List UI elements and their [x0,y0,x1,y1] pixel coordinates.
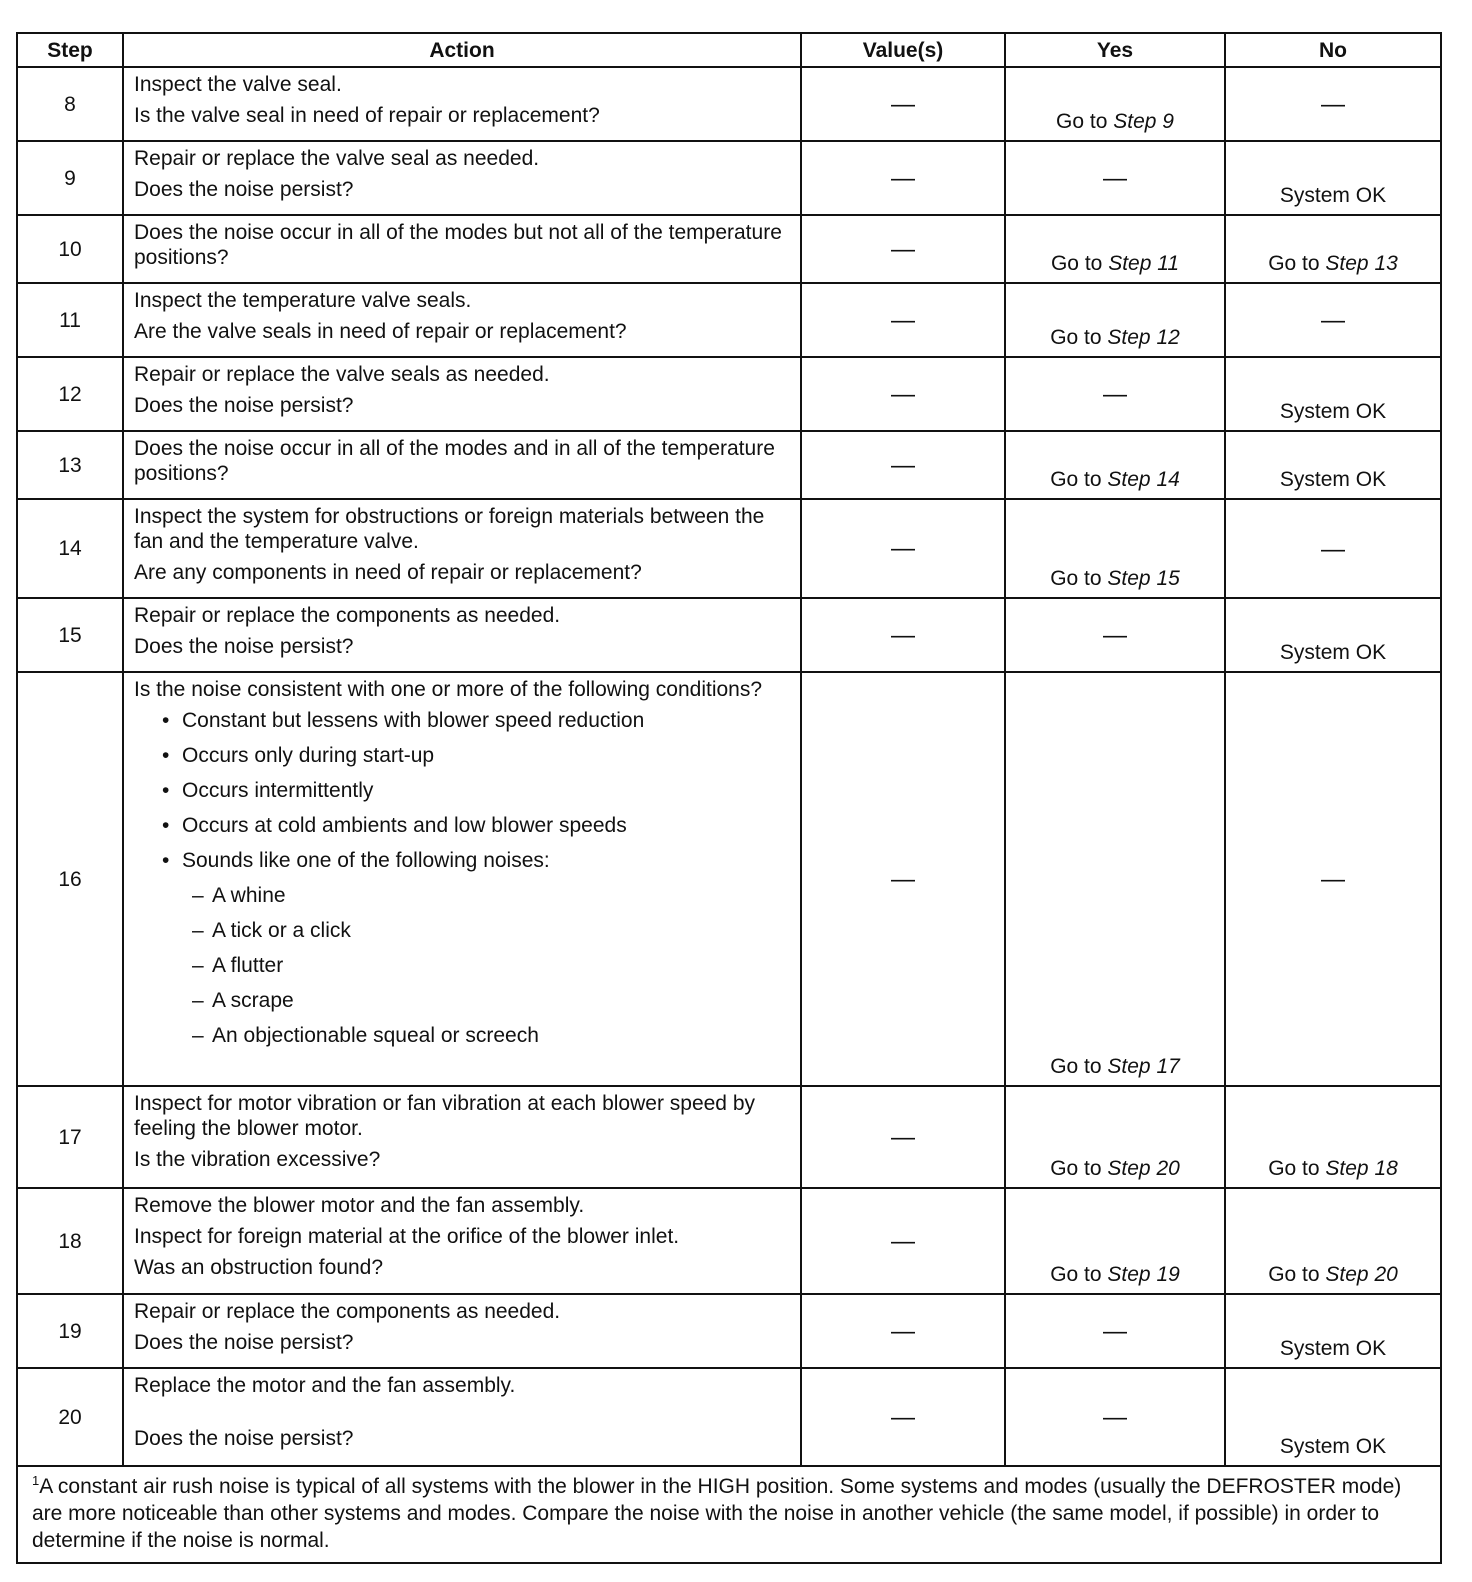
step-number: 8 [17,67,123,141]
yes-result-text: Go to [1050,468,1102,491]
no-result-cell [1225,598,1441,672]
header-values: Value(s) [801,33,1005,67]
table-row [17,67,1441,141]
no-goto-step-link[interactable]: Step 18 [1325,1157,1398,1180]
header-row [17,33,1441,67]
no-result-text: System OK [1279,400,1387,423]
yes-goto-step-link[interactable]: Step 14 [1107,468,1180,491]
action-cell [123,499,801,598]
table-body [17,67,1441,1466]
action-cell [123,1086,801,1188]
yes-result-cell [1005,499,1225,598]
table-row [17,1368,1441,1466]
table-row [17,672,1441,1086]
yes-result-cell [1005,672,1225,1086]
no-result-cell [1225,499,1441,598]
yes-result-text: — [1103,165,1127,192]
yes-goto-step-link[interactable]: Step 11 [1108,252,1180,275]
noise-type-list [134,883,792,1048]
yes-result-cell [1005,598,1225,672]
yes-result-cell [1005,1086,1225,1188]
action-text: Was an obstruction found? [134,1256,384,1279]
value-cell: — [801,499,1005,598]
action-cell [123,431,801,499]
no-result-cell [1225,67,1441,141]
yes-result-cell [1005,1368,1225,1466]
yes-result-text: Go to [1050,567,1102,590]
no-goto-step-link[interactable]: Step 13 [1325,252,1398,275]
condition-list [134,708,792,873]
action-cell [123,215,801,283]
value-cell: — [801,1188,1005,1294]
table-row [17,1294,1441,1368]
table-row [17,1188,1441,1294]
noise-type-item: – A scrape [134,988,792,1013]
condition-item: • Sounds like one of the following noises: [134,848,792,873]
action-text: Repair or replace the components as needed. [134,604,561,627]
condition-item: • Occurs only during start-up [134,743,792,768]
no-result-cell [1225,672,1441,1086]
yes-result-text: Go to [1056,110,1108,133]
table-row [17,431,1441,499]
action-text: Does the noise occur in all of the modes and in all of the temperature positions? [134,437,775,485]
no-result-cell [1225,215,1441,283]
no-result-cell [1225,141,1441,215]
no-result-cell [1225,1368,1441,1466]
action-text: Is the vibration excessive? [134,1148,381,1171]
footnote [17,1466,1441,1563]
yes-result-text: — [1103,1318,1127,1345]
step-number: 12 [17,357,123,431]
no-result-cell [1225,1188,1441,1294]
yes-result-cell [1005,1294,1225,1368]
value-cell: — [801,283,1005,357]
action-text: Does the noise persist? [134,394,354,417]
yes-goto-step-link[interactable]: Step 9 [1113,110,1174,133]
table-row [17,499,1441,598]
step-number: 18 [17,1188,123,1294]
action-cell [123,598,801,672]
table-row [17,215,1441,283]
table-row [17,598,1441,672]
yes-result-cell [1005,357,1225,431]
no-goto-step-link[interactable]: Step 20 [1325,1263,1398,1286]
value-cell: — [801,67,1005,141]
step-number: 13 [17,431,123,499]
no-result-text: — [1321,866,1345,893]
action-cell [123,672,801,1086]
no-result-cell [1225,357,1441,431]
action-cell [123,141,801,215]
diagnostic-table-page [16,32,1440,1564]
yes-result-text: — [1103,622,1127,649]
action-text: Does the noise persist? [134,1427,354,1450]
action-text: Inspect the valve seal. [134,73,342,96]
table-row [17,283,1441,357]
yes-result-text: Go to [1050,1055,1102,1078]
header-action: Action [123,33,801,67]
step-number: 11 [17,283,123,357]
yes-result-cell [1005,141,1225,215]
step-number: 17 [17,1086,123,1188]
action-question: Is the noise consistent with one or more of the following conditions? [134,678,763,701]
step-number: 14 [17,499,123,598]
action-text: Repair or replace the valve seal as needed. [134,147,540,170]
action-cell [123,357,801,431]
yes-goto-step-link[interactable]: Step 12 [1107,326,1180,349]
action-text: Are any components in need of repair or replacement? [134,561,642,584]
header-no: No [1225,33,1441,67]
action-text: Remove the blower motor and the fan assembly. [134,1194,585,1217]
action-text: Does the noise occur in all of the modes but not all of the temperature positions? [134,221,782,269]
no-result-text: System OK [1279,1337,1387,1360]
footnote-text: A constant air rush noise is typical of all systems with the blower in the HIGH position. Some systems and modes (usually the DEFROSTER mode) are more noticeable than other systems and modes. Compare the noise with the noise in another vehicle (the same model, if possible) in order to determine if the noise is normal. [32,1475,1402,1552]
noise-type-item: – A flutter [134,953,792,978]
diagnostic-table [16,32,1442,1564]
no-result-cell [1225,1294,1441,1368]
yes-result-text: Go to [1050,326,1102,349]
step-number: 10 [17,215,123,283]
yes-result-cell [1005,1188,1225,1294]
no-result-text: System OK [1279,468,1387,491]
yes-result-text: — [1103,1404,1127,1431]
header-step: Step [17,33,123,67]
value-cell: — [801,431,1005,499]
yes-result-text: — [1103,381,1127,408]
condition-item: • Constant but lessens with blower speed reduction [134,708,792,733]
no-result-text: — [1321,307,1345,334]
table-row [17,1086,1441,1188]
header-yes: Yes [1005,33,1225,67]
noise-type-item: – A whine [134,883,792,908]
action-text: Inspect the system for obstructions or foreign materials between the fan and the temperature valve. [134,505,765,553]
yes-result-cell [1005,215,1225,283]
yes-result-text: Go to [1050,1157,1102,1180]
no-result-cell [1225,1086,1441,1188]
action-text: Replace the motor and the fan assembly. [134,1374,516,1397]
yes-result-cell [1005,283,1225,357]
action-text: Inspect for motor vibration or fan vibration at each blower speed by feeling the blower motor. [134,1092,755,1140]
yes-result-text: Go to [1050,1263,1102,1286]
value-cell: — [801,672,1005,1086]
step-number: 9 [17,141,123,215]
condition-item: • Occurs intermittently [134,778,792,803]
table-row [17,357,1441,431]
no-result-text: Go to [1268,1157,1320,1180]
action-cell [123,283,801,357]
no-result-text: — [1321,535,1345,563]
value-cell: — [801,141,1005,215]
yes-goto-step-link[interactable]: Step 19 [1107,1263,1180,1286]
step-number: 16 [17,672,123,1086]
no-result-text: Go to [1268,1263,1320,1286]
no-result-text: System OK [1279,1435,1387,1458]
noise-type-item: – An objectionable squeal or screech [134,1023,792,1048]
value-cell: — [801,1368,1005,1466]
action-text: Is the valve seal in need of repair or replacement? [134,104,600,127]
no-result-text: — [1321,91,1345,118]
no-result-text: Go to [1268,252,1320,275]
step-number: 20 [17,1368,123,1466]
action-text: Repair or replace the components as needed. [134,1300,561,1323]
action-cell [123,1368,801,1466]
step-number: 19 [17,1294,123,1368]
table-row [17,141,1441,215]
value-cell: — [801,1086,1005,1188]
action-text: Are the valve seals in need of repair or replacement? [134,320,627,343]
no-result-text: System OK [1279,641,1387,664]
no-result-text: System OK [1279,184,1387,207]
yes-goto-step-link[interactable]: Step 15 [1107,567,1180,590]
yes-result-cell [1005,67,1225,141]
value-cell: — [801,215,1005,283]
action-text: Does the noise persist? [134,178,354,201]
yes-result-text: Go to [1050,252,1103,275]
yes-goto-step-link[interactable]: Step 17 [1107,1055,1180,1078]
action-cell [123,1188,801,1294]
step-number: 15 [17,598,123,672]
action-cell [123,1294,801,1368]
action-text: Does the noise persist? [134,1331,354,1354]
yes-goto-step-link[interactable]: Step 20 [1107,1157,1180,1180]
action-cell [123,67,801,141]
footnote-marker: 1 [32,1473,40,1488]
footnote-row [17,1466,1441,1563]
action-text: Inspect the temperature valve seals. [134,289,472,312]
no-result-cell [1225,431,1441,499]
action-text: Inspect for foreign material at the orifice of the blower inlet. [134,1225,680,1248]
action-text: Does the noise persist? [134,635,354,658]
condition-item: • Occurs at cold ambients and low blower speeds [134,813,792,838]
yes-result-cell [1005,431,1225,499]
action-text: Repair or replace the valve seals as needed. [134,363,550,386]
value-cell: — [801,357,1005,431]
no-result-cell [1225,283,1441,357]
noise-type-item: – A tick or a click [134,918,792,943]
value-cell: — [801,598,1005,672]
value-cell: — [801,1294,1005,1368]
